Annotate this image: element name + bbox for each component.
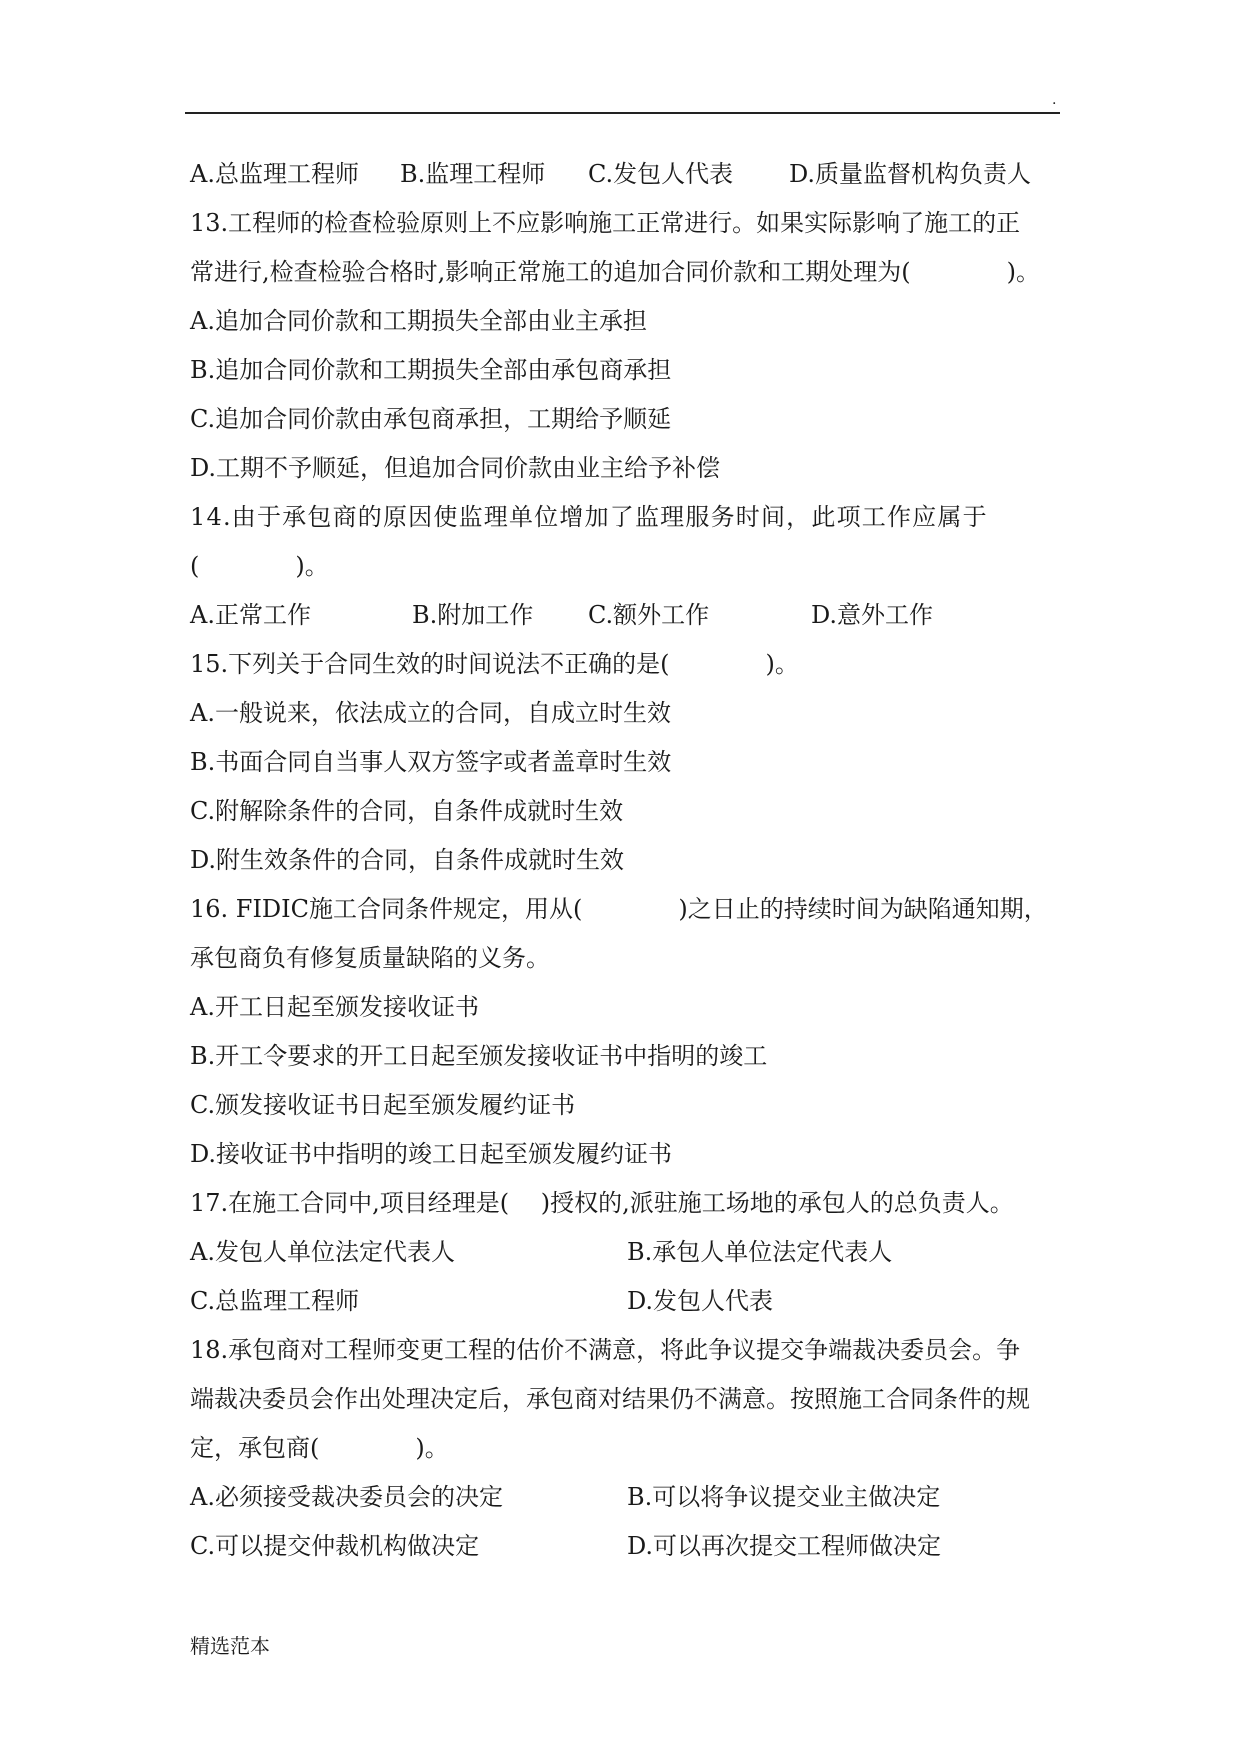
q18-stem-line3: 定，承包商( )。 xyxy=(190,1434,449,1462)
q18-option-b: B.可以将争议提交业主做决定 xyxy=(627,1483,941,1511)
q14-option-c: C.额外工作 xyxy=(588,601,710,629)
q17-stem: 17.在施工合同中,项目经理是( )授权的,派驻施工场地的承包人的总负责人。 xyxy=(190,1189,1014,1217)
q14-option-d: D.意外工作 xyxy=(811,601,934,629)
q18-options-row1 xyxy=(190,1473,1065,1522)
q16-option-c: C.颁发接收证书日起至颁发履约证书 xyxy=(190,1091,576,1119)
q17-option-a: A.发包人单位法定代表人 xyxy=(190,1238,455,1266)
q16-option-b: B.开工令要求的开工日起至颁发接收证书中指明的竣工 xyxy=(190,1042,768,1070)
q17-option-b: B.承包人单位法定代表人 xyxy=(627,1238,893,1266)
q16-stem-line1: 16. FIDIC施工合同条件规定，用从( )之日止的持续时间为缺陷通知期， xyxy=(190,895,1048,923)
q18-stem-line2: 端裁决委员会作出处理决定后，承包商对结果仍不满意。按照施工合同条件的规 xyxy=(190,1385,1030,1413)
q15-option-c: C.附解除条件的合同，自条件成就时生效 xyxy=(190,797,624,825)
q15-stem: 15.下列关于合同生效的时间说法不正确的是( )。 xyxy=(190,650,799,678)
q14-option-b: B.附加工作 xyxy=(412,601,534,629)
q17-options-row2 xyxy=(190,1277,1065,1326)
q13-stem-line1: 13.工程师的检查检验原则上不应影响施工正常进行。如果实际影响了施工的正 xyxy=(190,209,1021,237)
q17-options-row1 xyxy=(190,1228,1065,1277)
document-body xyxy=(190,150,1065,1571)
q13-option-d: D.工期不予顺延，但追加合同价款由业主给予补偿 xyxy=(190,454,721,482)
q14-stem-line2: ( )。 xyxy=(190,552,329,580)
q14-stem-line1: 14.由于承包商的原因使监理单位增加了监理服务时间，此项工作应属于 xyxy=(190,503,988,531)
q18-options-row2 xyxy=(190,1522,1065,1571)
footer-text: 精选范本 xyxy=(190,1634,270,1658)
q12-option-a: A.总监理工程师 xyxy=(190,160,359,188)
q18-option-a: A.必须接受裁决委员会的决定 xyxy=(190,1483,503,1511)
q12-options-row xyxy=(190,150,1065,199)
q14-option-a: A.正常工作 xyxy=(190,601,311,629)
q15-option-b: B.书面合同自当事人双方签字或者盖章时生效 xyxy=(190,748,672,776)
q17-option-c: C.总监理工程师 xyxy=(190,1287,360,1315)
q15-option-a: A.一般说来，依法成立的合同，自成立时生效 xyxy=(190,699,671,727)
q12-option-b: B.监理工程师 xyxy=(400,160,546,188)
q15-option-d: D.附生效条件的合同，自条件成就时生效 xyxy=(190,846,625,874)
q18-option-c: C.可以提交仲裁机构做决定 xyxy=(190,1532,480,1560)
q13-option-c: C.追加合同价款由承包商承担，工期给予顺延 xyxy=(190,405,672,433)
q13-option-a: A.追加合同价款和工期损失全部由业主承担 xyxy=(190,307,647,335)
q18-option-d: D.可以再次提交工程师做决定 xyxy=(627,1532,942,1560)
header-rule xyxy=(185,112,1060,114)
q17-option-d: D.发包人代表 xyxy=(627,1287,774,1315)
q18-stem-line1: 18.承包商对工程师变更工程的估价不满意，将此争议提交争端裁决委员会。争 xyxy=(190,1336,1021,1364)
q14-options-row xyxy=(190,591,1065,640)
header-dot: . xyxy=(1052,92,1057,108)
q12-option-c: C.发包人代表 xyxy=(588,160,734,188)
q16-option-a: A.开工日起至颁发接收证书 xyxy=(190,993,479,1021)
q16-stem-line2: 承包商负有修复质量缺陷的义务。 xyxy=(190,944,550,972)
q12-option-d: D.质量监督机构负责人 xyxy=(789,160,1032,188)
q16-option-d: D.接收证书中指明的竣工日起至颁发履约证书 xyxy=(190,1140,673,1168)
q13-stem-line2: 常进行,检查检验合格时,影响正常施工的追加合同价款和工期处理为( )。 xyxy=(190,258,1040,286)
q13-option-b: B.追加合同价款和工期损失全部由承包商承担 xyxy=(190,356,672,384)
